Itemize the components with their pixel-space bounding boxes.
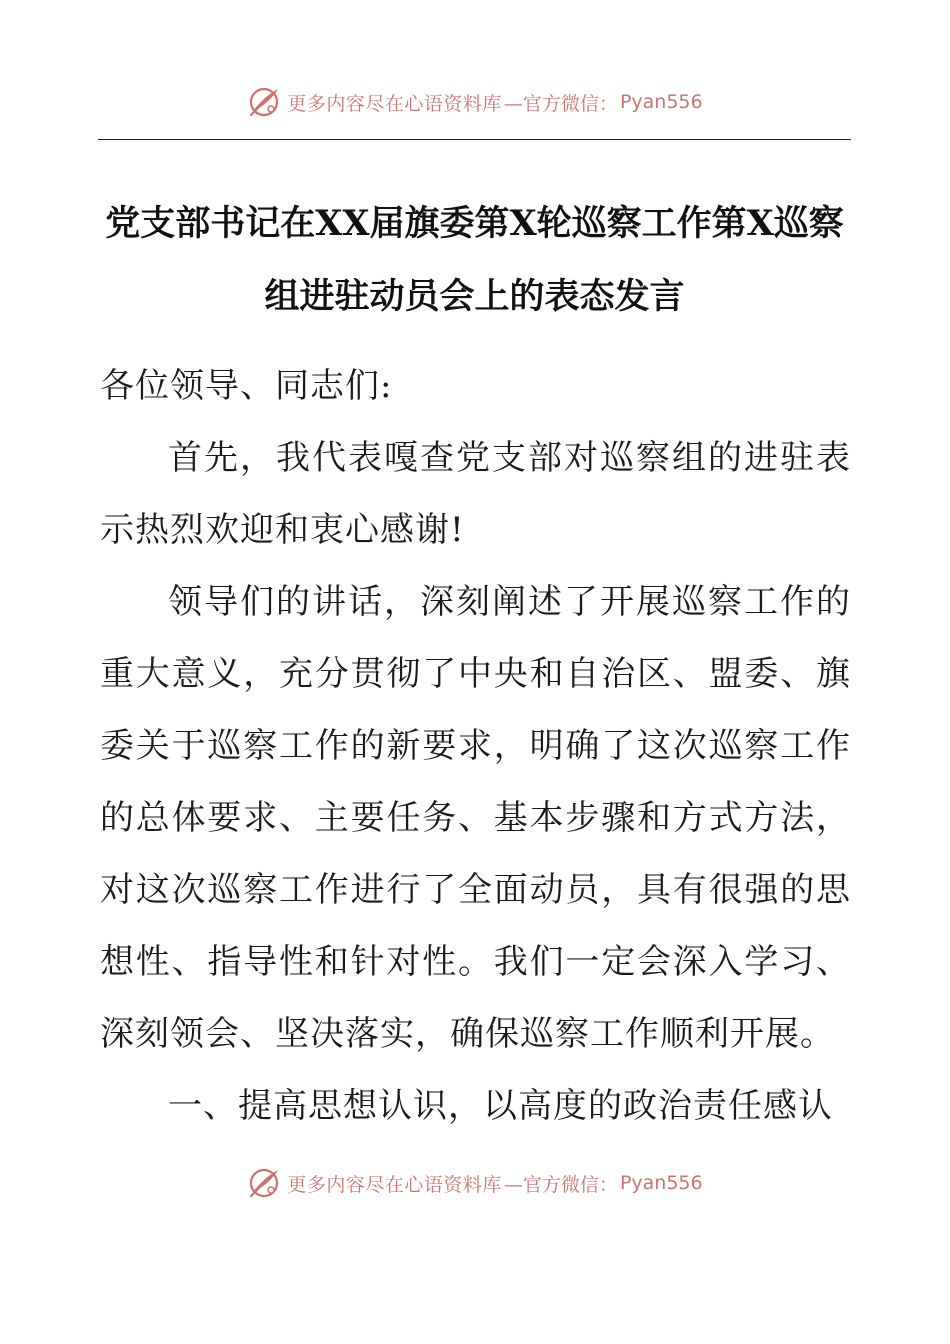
document-title: 党支部书记在XX届旗委第X轮巡察工作第X巡察组进驻动员会上的表态发言: [105, 203, 844, 317]
watermark-wechat-id: Pyan556: [619, 91, 703, 113]
watermark-wechat-id: Pyan556: [619, 1172, 703, 1194]
watermark-text: 更多内容尽在心语资料库: [287, 1173, 502, 1196]
document-body: [100, 350, 851, 1142]
watermark-separator: —官方微信：: [503, 1173, 618, 1196]
quill-logo-icon: [247, 1166, 281, 1200]
header-divider: [98, 139, 851, 140]
paragraph-1: 首先，我代表嘎查党支部对巡察组的进驻表示热烈欢迎和衷心感谢!: [100, 438, 851, 550]
section-heading-1: 一、提高思想认识，以高度的政治责任感认: [168, 1086, 833, 1126]
salutation: 各位领导、同志们:: [100, 366, 393, 406]
watermark-separator: —官方微信：: [503, 92, 618, 115]
watermark-text: 更多内容尽在心语资料库: [287, 92, 502, 115]
paragraph-2: 领导们的讲话，深刻阐述了开展巡察工作的重大意义，充分贯彻了中央和自治区、盟委、旗委关于巡察工作的新要求，明确了这次巡察工作的总体要求、主要任务、基本步骤和方式方法，对这次巡察工作进行了全面动员，具有很强的思想性、指导性和针对性。我们一定会深入学习、深刻领会、坚决落实，确保巡察工作顺利开展。: [100, 582, 851, 1054]
watermark-footer: [0, 1163, 950, 1203]
watermark-header: [0, 82, 950, 122]
quill-logo-icon: [247, 85, 281, 119]
